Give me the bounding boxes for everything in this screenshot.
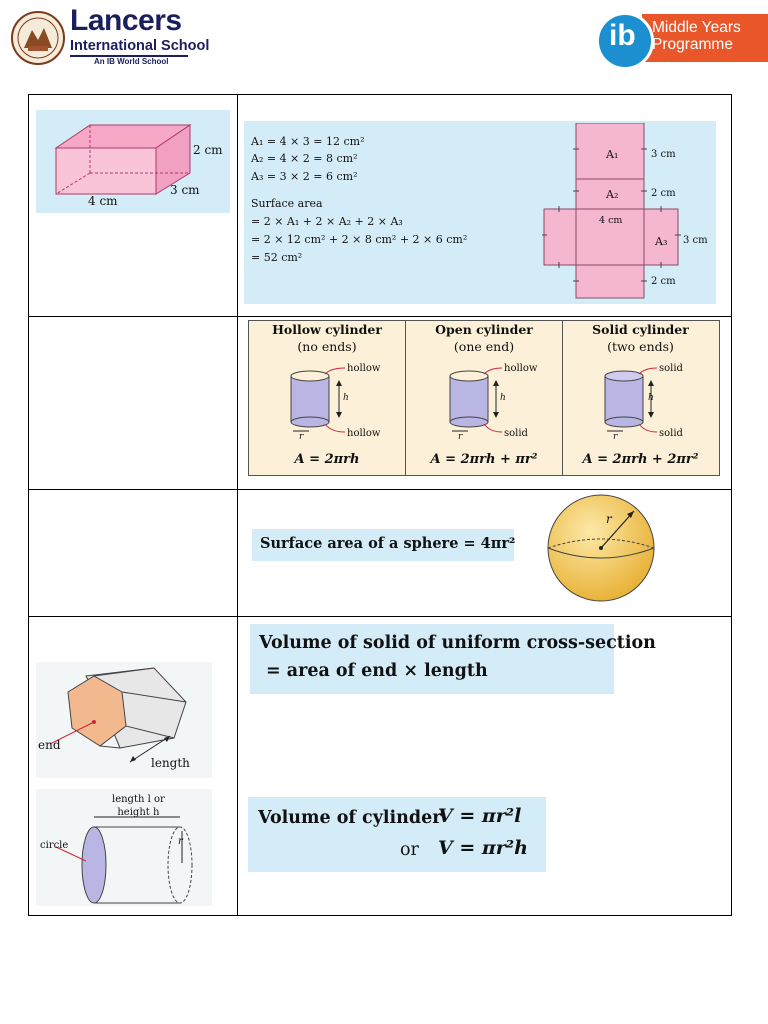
cylinder-bottom-label: solid	[659, 428, 683, 439]
cuboid-panel	[36, 110, 230, 213]
cylinder-formula: A = 2πrh	[294, 452, 360, 467]
net-a3-label: A₃	[655, 235, 668, 248]
cylinder-subtitle: (two ends)	[607, 339, 674, 354]
cyl-r-label: r	[178, 836, 183, 847]
volume-prism-formula-1: Volume of solid of uniform cross-section	[259, 633, 656, 653]
cylinder-subtitle: (no ends)	[297, 339, 357, 354]
cylinder-r-label: r	[458, 432, 463, 442]
cylinder-formula: A = 2πrh + πr²	[430, 452, 538, 467]
cylinder-title: Open cylinder	[435, 322, 533, 337]
cylinder-column-open	[406, 322, 562, 474]
cyl-length-label: length l or height h	[112, 794, 165, 818]
net-length-bottom: 2 cm	[651, 276, 676, 287]
cylinder-h-label: h	[500, 393, 506, 403]
cylinder-column-hollow	[249, 322, 405, 474]
cylinder-formula: A = 2πrh + 2πr²	[582, 452, 699, 467]
cuboid-height-label: 2 cm	[193, 143, 223, 157]
table-border-top	[28, 94, 732, 95]
cylinder-title: Hollow cylinder	[272, 322, 382, 337]
table-border-left	[28, 94, 29, 916]
cylinder-top-label: hollow	[347, 363, 381, 374]
volume-prism-formula-2: = area of end × length	[266, 661, 488, 681]
net-a2-label: A₂	[606, 188, 619, 201]
net-length-a2: 2 cm	[651, 188, 676, 199]
cuboid-depth-label: 3 cm	[170, 183, 200, 197]
table-border-bottom	[28, 915, 732, 916]
cylinder-h-label: h	[343, 393, 349, 403]
volume-cylinder-formula-2: V = πr²h	[438, 837, 528, 859]
sphere-r-label: r	[606, 512, 612, 526]
area-a1-formula: A₁ = 4 × 3 = 12 cm²	[251, 135, 365, 148]
solid-cylinder-diagram	[601, 364, 711, 444]
surface-area-step-1: = 2 × A₁ + 2 × A₂ + 2 × A₃	[251, 215, 403, 228]
cyl-circle-label: circle	[40, 840, 69, 851]
table-row-divider-1	[28, 316, 732, 317]
cylinder-bottom-label: solid	[504, 428, 528, 439]
table-row-divider-2	[28, 489, 732, 490]
cylinder-column-solid	[563, 322, 718, 474]
cuboid-width-label: 4 cm	[88, 194, 118, 208]
cylinder-subtitle: (one end)	[453, 339, 515, 354]
table-column-divider	[237, 94, 238, 916]
programme-name: Middle Years Programme	[652, 19, 741, 53]
open-cylinder-diagram	[446, 364, 556, 444]
table-row-divider-3	[28, 616, 732, 617]
volume-cylinder-or: or	[400, 840, 419, 860]
prism-end-label: end	[38, 738, 61, 752]
surface-area-step-2: = 2 × 12 cm² + 2 × 8 cm² + 2 × 6 cm²	[251, 233, 468, 246]
ib-logo-circle	[596, 12, 654, 70]
school-crest-logo	[10, 10, 66, 66]
prism-length-label: length	[151, 756, 190, 770]
cylinder-bottom-label: hollow	[347, 428, 381, 439]
area-a2-formula: A₂ = 4 × 2 = 8 cm²	[251, 152, 358, 165]
school-tagline: An IB World School	[94, 57, 169, 66]
cylinder-h-label: h	[648, 393, 654, 403]
net-length-a3: 3 cm	[683, 235, 708, 246]
volume-cylinder-formula-1: V = πr²l	[438, 805, 522, 827]
cylinder-r-label: r	[299, 432, 304, 442]
cylinder-top-label: hollow	[504, 363, 538, 374]
net-length-a1: 3 cm	[651, 149, 676, 160]
sphere-diagram	[546, 493, 656, 603]
school-name: Lancers	[70, 4, 182, 37]
surface-area-result: = 52 cm²	[251, 251, 303, 264]
ib-logo-text: ib	[609, 19, 636, 52]
net-a1-label: A₁	[606, 148, 619, 161]
school-subtitle: International School	[70, 38, 210, 54]
cylinder-r-label: r	[613, 432, 618, 442]
net-width-label: 4 cm	[599, 215, 623, 226]
area-a3-formula: A₃ = 3 × 2 = 6 cm²	[251, 170, 358, 183]
cylinder-top-label: solid	[659, 363, 683, 374]
surface-area-title: Surface area	[251, 197, 323, 210]
cylinder-title: Solid cylinder	[592, 322, 689, 337]
volume-cylinder-label: Volume of cylinder	[258, 808, 442, 828]
table-border-right	[731, 94, 732, 916]
cuboid-diagram	[36, 110, 230, 213]
sphere-formula: Surface area of a sphere = 4πr²	[260, 535, 516, 552]
